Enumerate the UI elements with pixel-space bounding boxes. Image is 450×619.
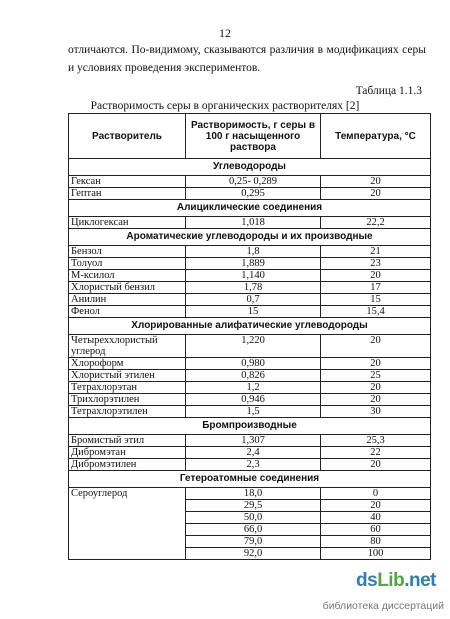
solvent-cell: Хлороформ	[69, 358, 186, 370]
solvent-cell: Гексан	[69, 176, 186, 188]
solubility-cell: 18,0	[186, 488, 321, 500]
solubility-cell: 66,0	[186, 524, 321, 536]
temperature-cell: 60	[321, 524, 431, 536]
temperature-cell: 23	[321, 258, 431, 270]
table-row	[69, 306, 431, 318]
table-row	[69, 282, 431, 294]
section-title: Алициклические соединения	[69, 200, 431, 217]
solubility-cell: 15	[186, 306, 321, 318]
temperature-cell: 25	[321, 370, 431, 382]
solubility-cell: 0,7	[186, 294, 321, 306]
table-row	[69, 406, 431, 418]
temperature-cell: 20	[321, 188, 431, 200]
section-title: Хлорированные алифатические углеводороды	[69, 318, 431, 335]
solvent-cell: Дибромэтилен	[69, 459, 186, 471]
temperature-cell: 20	[321, 335, 431, 358]
table-row	[69, 459, 431, 471]
solvent-cell: Сероуглерод	[69, 488, 186, 560]
table-row	[69, 488, 431, 500]
solvent-cell: Бромистый этил	[69, 435, 186, 447]
temperature-cell: 20	[321, 459, 431, 471]
table-row	[69, 394, 431, 406]
solvent-cell: Циклогексан	[69, 217, 186, 229]
solvent-cell: М-ксилол	[69, 270, 186, 282]
temperature-cell: 22	[321, 447, 431, 459]
solubility-cell: 0,826	[186, 370, 321, 382]
solubility-cell: 1,018	[186, 217, 321, 229]
table-row	[69, 176, 431, 188]
section-title: Ароматические углеводороды и их производные	[69, 229, 431, 246]
temperature-cell: 30	[321, 406, 431, 418]
temperature-cell: 20	[321, 500, 431, 512]
table-row	[69, 217, 431, 229]
temperature-cell: 20	[321, 176, 431, 188]
temperature-cell: 100	[321, 548, 431, 560]
table-row	[69, 447, 431, 459]
header-solvent: Растворитель	[69, 114, 186, 159]
solubility-cell: 2,3	[186, 459, 321, 471]
section-row	[69, 200, 431, 217]
solvent-cell: Четыреххлористый углерод	[69, 335, 186, 358]
section-title: Бромпроизводные	[69, 418, 431, 435]
solvent-cell: Дибромэтан	[69, 447, 186, 459]
solubility-cell: 1,2	[186, 382, 321, 394]
table-row	[69, 335, 431, 358]
solubility-cell: 1,8	[186, 246, 321, 258]
table-row	[69, 294, 431, 306]
table-caption: Растворимость серы в органических растворителях [2]	[90, 100, 360, 112]
table-row	[69, 358, 431, 370]
section-row	[69, 159, 431, 176]
solubility-cell: 1,307	[186, 435, 321, 447]
section-title: Гетероатомные соединения	[69, 471, 431, 488]
solvent-cell: Трихлорэтилен	[69, 394, 186, 406]
temperature-cell: 20	[321, 270, 431, 282]
dslib-logo	[356, 570, 446, 592]
temperature-cell: 22,2	[321, 217, 431, 229]
solubility-cell: 1,220	[186, 335, 321, 358]
solubility-cell: 50,0	[186, 512, 321, 524]
body-paragraph: отличаются. По-видимому, сказываются различия в модификациях серы и условиях проведения экспериментов.	[68, 44, 426, 74]
table-row	[69, 188, 431, 200]
section-row	[69, 318, 431, 335]
temperature-cell: 20	[321, 394, 431, 406]
solubility-cell: 2,4	[186, 447, 321, 459]
section-row	[69, 229, 431, 246]
logo-text: dsLib.net	[356, 570, 436, 591]
header-temperature: Температура, °C	[321, 114, 431, 159]
temperature-cell: 15	[321, 294, 431, 306]
table-row	[69, 370, 431, 382]
solvent-cell: Анилин	[69, 294, 186, 306]
solubility-cell: 0,946	[186, 394, 321, 406]
solvent-cell: Хлористый бензил	[69, 282, 186, 294]
solvent-cell: Толуол	[69, 258, 186, 270]
solubility-cell: 1,889	[186, 258, 321, 270]
temperature-cell: 15,4	[321, 306, 431, 318]
solubility-table	[68, 113, 431, 560]
temperature-cell: 40	[321, 512, 431, 524]
table-row	[69, 435, 431, 447]
solvent-cell: Фенол	[69, 306, 186, 318]
logo-subtitle: библиотека диссертаций	[322, 600, 444, 612]
solubility-cell: 79,0	[186, 536, 321, 548]
section-title: Углеводороды	[69, 159, 431, 176]
solvent-cell: Тетрахлорэтилен	[69, 406, 186, 418]
temperature-cell: 21	[321, 246, 431, 258]
table-row	[69, 246, 431, 258]
temperature-cell: 80	[321, 536, 431, 548]
solubility-cell: 1,140	[186, 270, 321, 282]
solubility-cell: 0,295	[186, 188, 321, 200]
solvent-cell: Хлористый этилен	[69, 370, 186, 382]
table-row	[69, 270, 431, 282]
temperature-cell: 0	[321, 488, 431, 500]
section-row	[69, 471, 431, 488]
solvent-cell: Гептан	[69, 188, 186, 200]
solubility-cell: 0,980	[186, 358, 321, 370]
solubility-cell: 1,5	[186, 406, 321, 418]
temperature-cell: 20	[321, 382, 431, 394]
solubility-cell: 1,78	[186, 282, 321, 294]
header-solubility: Растворимость, г серы в 100 г насыщенного раствора	[186, 114, 321, 159]
solvent-cell: Тетрахлорэтан	[69, 382, 186, 394]
table-row	[69, 382, 431, 394]
solubility-cell: 0,25- 0,289	[186, 176, 321, 188]
temperature-cell: 17	[321, 282, 431, 294]
temperature-cell: 25,3	[321, 435, 431, 447]
table-number: Таблица 1.1.3	[355, 85, 422, 97]
section-row	[69, 418, 431, 435]
solubility-cell: 29,5	[186, 500, 321, 512]
temperature-cell: 20	[321, 358, 431, 370]
solvent-cell: Бензол	[69, 246, 186, 258]
solubility-cell: 92,0	[186, 548, 321, 560]
table-row	[69, 258, 431, 270]
page-number: 12	[219, 26, 231, 40]
